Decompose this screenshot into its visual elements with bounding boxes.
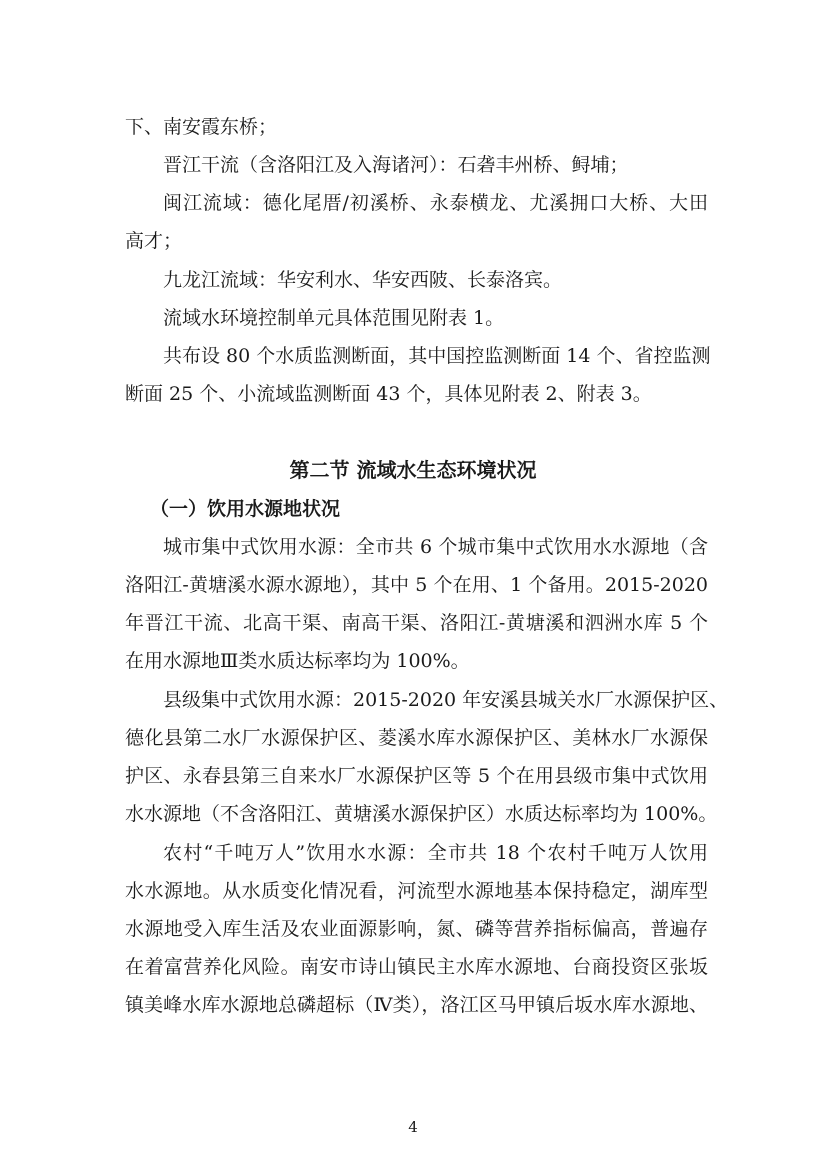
text-line: 高才； [125, 230, 183, 252]
text-line: 闽江流域：德化尾厝/初溪桥、永泰横龙、尤溪拥口大桥、大田 [163, 192, 708, 214]
text-line: 共布设 80 个水质监测断面，其中国控监测断面 14 个、省控监测 [163, 345, 711, 367]
text-line: 在用水源地Ⅲ类水质达标率均为 100%。 [125, 650, 470, 672]
section-title: 第二节 流域水生态环境状况 [289, 458, 537, 482]
text-line: 在着富营养化风险。南安市诗山镇民主水库水源地、台商投资区张坂 [125, 956, 708, 978]
text-line: 水水源地。从水质变化情况看，河流型水源地基本保持稳定，湖库型 [125, 880, 708, 902]
text-line: 镇美峰水库水源地总磷超标（Ⅳ类），洛江区马甲镇后坂水库水源地、 [125, 994, 708, 1016]
text-line: 下、南安霞东桥； [125, 116, 278, 138]
text-line: 九龙江流域：华安利水、华安西陂、长泰洛宾。 [163, 269, 563, 291]
text-line: 水源地受入库生活及农业面源影响，氮、磷等营养指标偏高，普遍存 [125, 918, 708, 940]
text-line: 城市集中式饮用水源：全市共 6 个城市集中式饮用水水源地（含 [163, 536, 708, 558]
page-number: 4 [408, 1118, 418, 1136]
text-line: 晋江干流（含洛阳江及入海诸河）：石砻丰州桥、鲟埔； [163, 154, 629, 176]
text-line: 流域水环境控制单元具体范围见附表 1。 [163, 307, 505, 329]
text-line: 水水源地（不含洛阳江、黄塘溪水源保护区）水质达标率均为 100%。 [125, 803, 718, 825]
text-line: 护区、永春县第三自来水厂水源保护区等 5 个在用县级市集中式饮用 [125, 765, 708, 787]
text-line: 断面 25 个、小流域监测断面 43 个，具体见附表 2、附表 3。 [125, 383, 652, 405]
text-line: 农村“千吨万人”饮用水水源：全市共 18 个农村千吨万人饮用 [163, 842, 708, 864]
text-line: 年晋江干流、北高干渠、南高干渠、洛阳江-黄塘溪和泗洲水库 5 个 [125, 612, 708, 634]
text-line: 德化县第二水厂水源保护区、菱溪水库水源保护区、美林水厂水源保 [125, 727, 708, 749]
text-line: 县级集中式饮用水源：2015-2020 年安溪县城关水厂水源保护区、 [163, 689, 729, 711]
text-line: 洛阳江-黄塘溪水源水源地），其中 5 个在用、1 个备用。2015-2020 [125, 574, 708, 596]
subsection-title: （一）饮用水源地状况 [150, 498, 341, 520]
